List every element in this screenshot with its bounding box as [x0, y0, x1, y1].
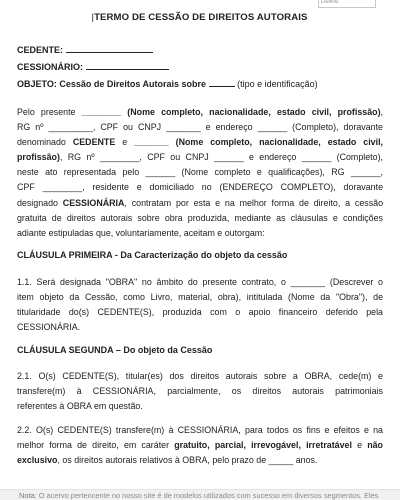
document-title	[17, 12, 382, 23]
clause2-1-paragraph	[17, 369, 383, 414]
footer-label: Nota:	[19, 491, 37, 500]
cessionario-field	[17, 61, 169, 72]
clause2-title: CLÁUSULA SEGUNDA – Do objeto da Cessão	[17, 345, 213, 355]
intro-line: adiante estipuladas que, voluntariamente, aceitam e outorgam:	[17, 227, 265, 238]
objeto-blank[interactable]	[209, 78, 235, 87]
clause2-2-line: melhor forma de direito, em caráter gratuito, parcial, irrevogável, irretratável e não	[17, 440, 383, 451]
cedente-field	[17, 44, 153, 55]
clause2-1-line: transfere(m) à CESSIONÁRIA, parcialmente, os direitos autorais patrimoniais	[17, 386, 383, 397]
intro-paragraph	[17, 105, 383, 241]
delete-button[interactable]	[318, 0, 376, 8]
cessionario-blank[interactable]	[86, 61, 169, 70]
document-title-text: TERMO DE CESSÃO DE DIREITOS AUTORAIS	[94, 12, 308, 23]
intro-line: CPF ________, residente e domiciliado no (ENDEREÇO COMPLETO), doravante	[17, 182, 383, 193]
delete-button-label: Delete	[321, 0, 339, 5]
intro-line: designado CESSIONÁRIA, contratam por esta e na melhor forma de direito, a cessão	[17, 197, 383, 208]
intro-line: neste ato representada pelo ______ (Nome completo e qualificações), RG ______,	[17, 167, 383, 178]
footer-note	[0, 489, 400, 500]
clause1-line: item objeto da Cessão, como Livro, material, obra), intitulada (Nome da "Obra"), de	[17, 292, 383, 303]
intro-line: profissão), RG nº ________, CPF ou CNPJ ______ e endereço ______ (Completo),	[17, 152, 383, 163]
intro-line: RG nº _________, CPF ou CNPJ _______ e endereço ______ (Completo), doravante	[17, 122, 383, 133]
intro-line: gratuita de direitos autorais sobre obra produzida, mediante as cláusulas e condições	[17, 212, 383, 223]
cessionario-label: CESSIONÁRIO:	[17, 62, 84, 72]
text-cursor: |	[91, 12, 95, 23]
clause2-1-line: 2.1. O(s) CEDENTE(S), titular(es) dos direitos autorais sobre a OBRA, cede(m) e	[17, 371, 383, 381]
clause2-2-line: 2.2. O(s) CEDENTE(S) transfere(m) à CESSIONÁRIA, para todos os fins e efeitos e na	[17, 425, 383, 435]
objeto-field	[17, 78, 318, 89]
clause1-line: CESSIONÁRIA.	[17, 322, 81, 333]
footer-text: O acervo pertencente no nosso site é de modelos utilizados com sucesso em diversos segmentos. Eles	[38, 491, 379, 500]
objeto-hint: (tipo e identificação)	[237, 79, 318, 89]
cedente-blank[interactable]	[66, 44, 153, 53]
objeto-label: OBJETO: Cessão de Direitos Autorais sobre	[17, 79, 207, 89]
clause1-title: CLÁUSULA PRIMEIRA - Da Caracterização do objeto da cessão	[17, 250, 288, 260]
clause1-line: 1.1. Será designada "OBRA" no âmbito do presente contrato, o _______ (Descrever o	[17, 277, 383, 287]
clause2-1-line: referentes à OBRA em questão.	[17, 401, 143, 412]
intro-line: Pelo presente ________ (Nome completo, nacionalidade, estado civil, profissão),	[17, 107, 384, 117]
cedente-label: CEDENTE:	[17, 45, 64, 55]
intro-line: denominado CEDENTE e _______ (Nome completo, nacionalidade, estado civil,	[17, 137, 384, 148]
clause2-2-line: exclusivo, os direitos autorais relativos à OBRA, pelo prazo de _____ anos.	[17, 455, 318, 466]
clause1-paragraph	[17, 275, 383, 335]
clause1-line: titularidade do(s) CEDENTE(S), produzida com o apoio financeiro deferido pela	[17, 307, 383, 318]
clause2-2-paragraph	[17, 423, 383, 468]
